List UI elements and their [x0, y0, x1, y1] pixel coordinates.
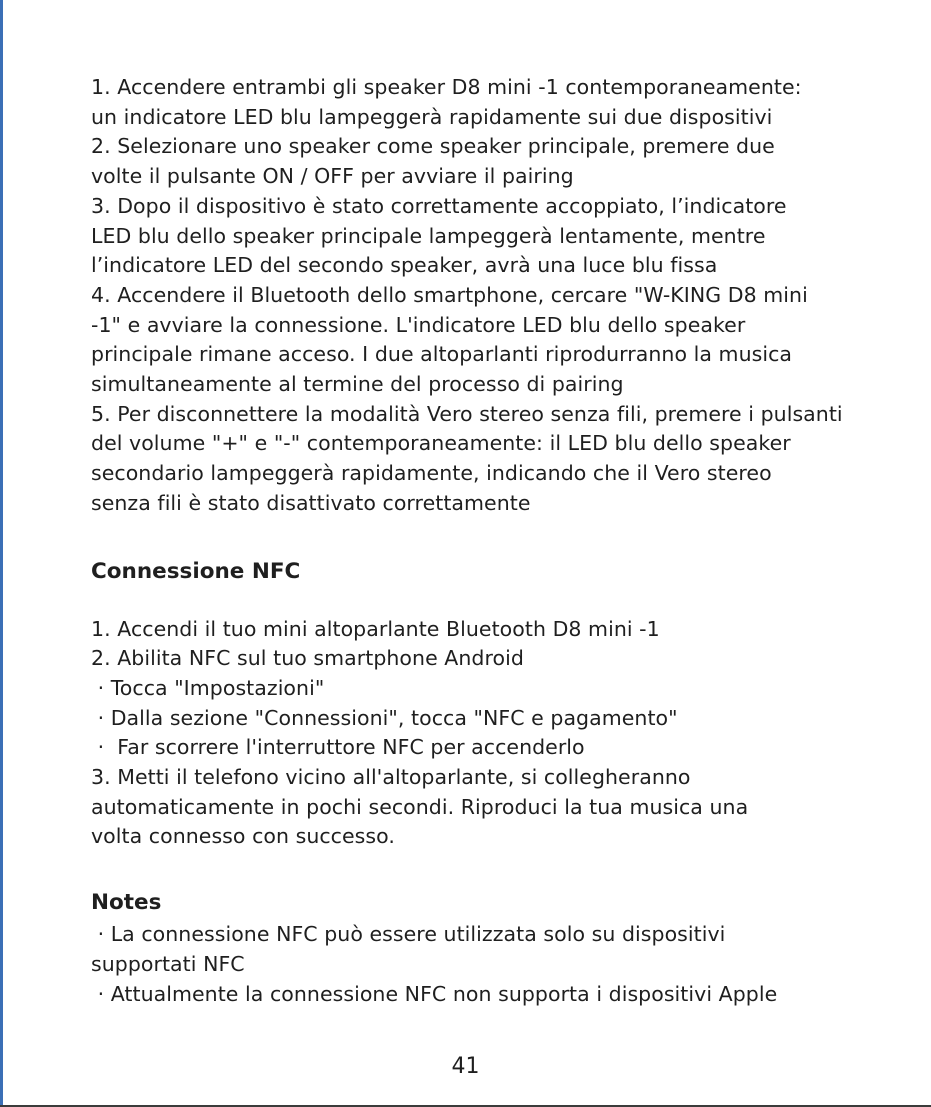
page-content — [91, 73, 901, 1009]
pairing-line: principale rimane acceso. I due altoparlanti riprodurranno la musica — [91, 342, 793, 367]
pairing-line: 2. Selezionare uno speaker come speaker principale, premere due — [91, 134, 775, 159]
pairing-line: 5. Per disconnettere la modalità Vero stereo senza fili, premere i pulsanti — [91, 401, 843, 426]
pairing-line: 4. Accendere il Bluetooth dello smartphone, cercare "W-KING D8 mini — [91, 282, 808, 307]
pairing-instructions — [91, 73, 901, 519]
nfc-line: 1. Accendi il tuo mini altoparlante Bluetooth D8 mini -1 — [91, 616, 660, 641]
pairing-line: 1. Accendere entrambi gli speaker D8 mini -1 contemporaneamente: — [91, 75, 802, 99]
notes-bullet-line: · La connessione NFC può essere utilizzata solo su dispositivi — [91, 922, 726, 947]
nfc-line: automaticamente in pochi secondi. Riproduci la tua musica una — [91, 794, 749, 819]
pairing-line: secondario lampeggerà rapidamente, indicando che il Vero stereo — [91, 461, 772, 486]
pairing-line: simultaneamente al termine del processo di pairing — [91, 372, 624, 397]
pairing-line: l’indicatore LED del secondo speaker, avrà una luce blu fissa — [91, 253, 718, 278]
nfc-instructions — [91, 615, 901, 853]
pairing-line: 3. Dopo il dispositivo è stato correttamente accoppiato, l’indicatore — [91, 193, 787, 218]
pairing-line: senza fili è stato disattivato correttamente — [91, 490, 531, 515]
nfc-line: 2. Abilita NFC sul tuo smartphone Android — [91, 646, 524, 671]
pairing-line: -1" e avviare la connessione. L'indicatore LED blu dello speaker — [91, 312, 746, 337]
nfc-bullet-line: · Far scorrere l'interruttore NFC per accenderlo — [91, 735, 585, 760]
notes-list — [91, 920, 901, 1009]
nfc-heading: Connessione NFC — [91, 558, 301, 584]
pairing-line: LED blu dello speaker principale lampeggerà lentamente, mentre — [91, 223, 766, 248]
pairing-line: un indicatore LED blu lampeggerà rapidamente sui due dispositivi — [91, 104, 773, 129]
left-margin-rule — [0, 0, 3, 1107]
page-number: 41 — [451, 1054, 480, 1079]
notes-line: supportati NFC — [91, 951, 245, 976]
nfc-line: volta connesso con successo. — [91, 824, 395, 849]
notes-bullet-line: · Attualmente la connessione NFC non supporta i dispositivi Apple — [91, 981, 778, 1006]
pairing-line: del volume "+" e "-" contemporaneamente: il LED blu dello speaker — [91, 431, 791, 456]
nfc-bullet-line: · Dalla sezione "Connessioni", tocca "NFC e pagamento" — [91, 705, 678, 730]
nfc-bullet-line: · Tocca "Impostazioni" — [91, 675, 325, 700]
nfc-line: 3. Metti il telefono vicino all'altoparlante, si collegheranno — [91, 765, 691, 790]
pairing-line: volte il pulsante ON / OFF per avviare il pairing — [91, 164, 574, 189]
notes-heading: Notes — [91, 890, 162, 916]
